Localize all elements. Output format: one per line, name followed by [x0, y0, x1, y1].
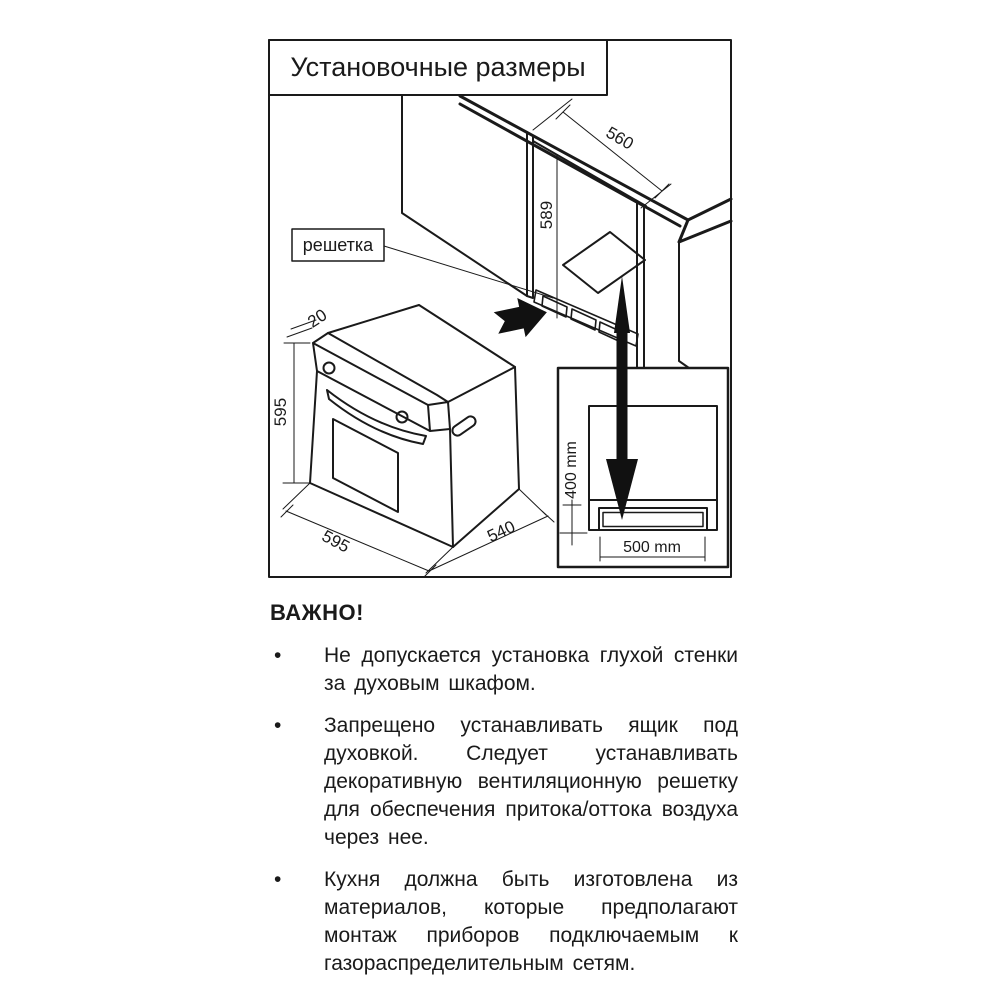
list-item: [268, 866, 738, 978]
niche-top-edge: [533, 141, 646, 206]
dimension-label-589: 589: [537, 200, 556, 230]
dimension-400mm: [560, 500, 587, 545]
note-text: Не допускается установка глухой стенки за духовым шкафом.: [324, 644, 738, 695]
left-panel: [402, 96, 527, 296]
dimension-label-400mm: 400 mm: [563, 441, 580, 499]
worktop-top-edge: [460, 96, 731, 220]
dimension-label-540: 540: [484, 516, 519, 547]
bullet-icon: •: [274, 868, 282, 891]
grille-label: решетка: [302, 235, 374, 255]
dimension-label-20: 20: [304, 305, 331, 332]
oven-control-panel: [313, 333, 450, 431]
niche-floor: [563, 232, 645, 293]
important-notes-section: [268, 600, 738, 992]
vent-grille-front-inner: [603, 513, 703, 527]
list-item: [268, 642, 738, 698]
cabinet-front-face: [589, 406, 717, 530]
inset-frame: [558, 368, 728, 567]
list-item: [268, 712, 738, 852]
oven-door-handle: [327, 390, 426, 444]
oven-knob-left: [324, 363, 335, 374]
clearance-double-arrow-icon: [606, 276, 638, 520]
oven-top-face: [328, 305, 515, 402]
bullet-icon: •: [274, 644, 282, 667]
worktop-end-edge: [679, 220, 731, 242]
dimension-label-595-width: 595: [318, 526, 353, 557]
worktop-front-edge: [460, 104, 680, 226]
note-text: Кухня должна быть изготовлена из материалов, которые предполагают монтаж приборов подключаемым к газораспределительным сетям.: [324, 868, 738, 975]
dimension-label-500mm: 500 mm: [623, 539, 681, 556]
notes-list: [268, 642, 738, 978]
front-view-inset: [558, 368, 728, 567]
important-heading: ВАЖНО!: [270, 600, 364, 625]
dimension-label-595-height: 595: [271, 397, 290, 427]
diagram-title: Установочные размеры: [290, 52, 586, 82]
note-text: Запрещено устанавливать ящик под духовкой. Следует устанавливать декоративную вентиляционную решетку для обеспечения притока/оттока воздуха через нее.: [324, 714, 738, 849]
bullet-icon: •: [274, 714, 282, 737]
dimension-label-560: 560: [602, 122, 637, 154]
oven-front-face: [310, 371, 453, 547]
oven-side-grip-slot: [450, 414, 477, 437]
niche-left-pillar: [527, 132, 533, 298]
